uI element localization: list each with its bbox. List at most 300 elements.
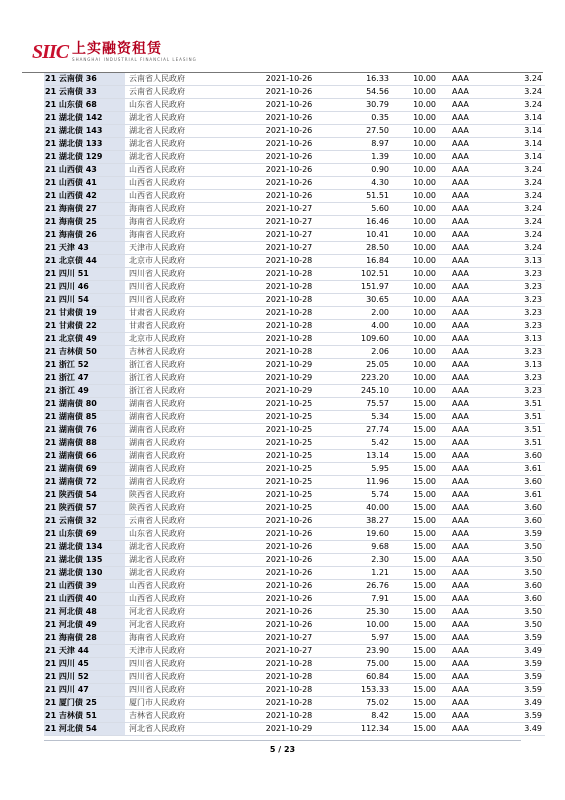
amount-cell: 75.00: [339, 658, 389, 671]
issue-date-cell: 2021-10-26: [239, 112, 339, 125]
table-row: [44, 424, 545, 437]
rate-cell: 3.23: [502, 385, 545, 398]
table-row: [44, 346, 545, 359]
amount-cell: 60.84: [339, 671, 389, 684]
amount-cell: 40.00: [339, 502, 389, 515]
table-row: [44, 463, 545, 476]
bond-name-cell: 21 浙江 47: [44, 372, 125, 385]
term-cell: 10.00: [389, 268, 436, 281]
term-cell: 15.00: [389, 541, 436, 554]
issuer-cell: 湖南省人民政府: [125, 424, 239, 437]
rate-cell: 3.60: [502, 450, 545, 463]
issue-date-cell: 2021-10-25: [239, 463, 339, 476]
issue-date-cell: 2021-10-27: [239, 632, 339, 645]
issuer-cell: 吉林省人民政府: [125, 346, 239, 359]
term-cell: 10.00: [389, 333, 436, 346]
amount-cell: 7.91: [339, 593, 389, 606]
table-row: [44, 723, 545, 736]
amount-cell: 13.14: [339, 450, 389, 463]
company-logo: [32, 38, 197, 66]
table-row: [44, 697, 545, 710]
amount-cell: 26.76: [339, 580, 389, 593]
table-row: [44, 307, 545, 320]
table-row: [44, 229, 545, 242]
bond-issuance-table: [44, 73, 545, 736]
issue-date-cell: 2021-10-26: [239, 593, 339, 606]
table-row: [44, 567, 545, 580]
term-cell: 15.00: [389, 632, 436, 645]
page-number: 5 / 23: [269, 745, 296, 754]
rate-cell: 3.24: [502, 177, 545, 190]
rating-cell: AAA: [436, 502, 502, 515]
issuer-cell: 湖北省人民政府: [125, 554, 239, 567]
bond-name-cell: 21 湖北债 129: [44, 151, 125, 164]
table-row: [44, 203, 545, 216]
rate-cell: 3.50: [502, 541, 545, 554]
amount-cell: 28.50: [339, 242, 389, 255]
table-row: [44, 268, 545, 281]
table-row: [44, 242, 545, 255]
issuer-cell: 山西省人民政府: [125, 593, 239, 606]
amount-cell: 8.42: [339, 710, 389, 723]
bond-name-cell: 21 河北债 54: [44, 723, 125, 736]
issue-date-cell: 2021-10-29: [239, 385, 339, 398]
issuer-cell: 湖北省人民政府: [125, 151, 239, 164]
table-row: [44, 671, 545, 684]
table-row: [44, 541, 545, 554]
issuer-cell: 湖南省人民政府: [125, 437, 239, 450]
bond-name-cell: 21 浙江 49: [44, 385, 125, 398]
amount-cell: 16.84: [339, 255, 389, 268]
issue-date-cell: 2021-10-26: [239, 73, 339, 86]
company-name-cn: 上实融资租赁: [72, 40, 163, 57]
issuer-cell: 四川省人民政府: [125, 294, 239, 307]
table-row: [44, 177, 545, 190]
table-row: [44, 593, 545, 606]
issuer-cell: 湖南省人民政府: [125, 398, 239, 411]
bond-name-cell: 21 海南债 28: [44, 632, 125, 645]
term-cell: 10.00: [389, 385, 436, 398]
issuer-cell: 河北省人民政府: [125, 606, 239, 619]
amount-cell: 10.41: [339, 229, 389, 242]
table-row: [44, 411, 545, 424]
rate-cell: 3.24: [502, 203, 545, 216]
amount-cell: 5.60: [339, 203, 389, 216]
issue-date-cell: 2021-10-28: [239, 333, 339, 346]
bond-name-cell: 21 云南债 36: [44, 73, 125, 86]
issuer-cell: 山西省人民政府: [125, 164, 239, 177]
rate-cell: 3.50: [502, 567, 545, 580]
rating-cell: AAA: [436, 216, 502, 229]
bond-name-cell: 21 云南债 33: [44, 86, 125, 99]
table-row: [44, 684, 545, 697]
bond-name-cell: 21 四川 51: [44, 268, 125, 281]
issuer-cell: 湖北省人民政府: [125, 567, 239, 580]
issuer-cell: 海南省人民政府: [125, 632, 239, 645]
term-cell: 15.00: [389, 437, 436, 450]
rate-cell: 3.59: [502, 658, 545, 671]
amount-cell: 16.46: [339, 216, 389, 229]
table-row: [44, 138, 545, 151]
bond-name-cell: 21 陕西债 57: [44, 502, 125, 515]
issue-date-cell: 2021-10-26: [239, 151, 339, 164]
issue-date-cell: 2021-10-28: [239, 658, 339, 671]
issue-date-cell: 2021-10-29: [239, 372, 339, 385]
issue-date-cell: 2021-10-29: [239, 723, 339, 736]
issuer-cell: 湖北省人民政府: [125, 112, 239, 125]
rating-cell: AAA: [436, 99, 502, 112]
term-cell: 10.00: [389, 229, 436, 242]
issuer-cell: 四川省人民政府: [125, 268, 239, 281]
rate-cell: 3.49: [502, 645, 545, 658]
rate-cell: 3.59: [502, 528, 545, 541]
rating-cell: AAA: [436, 697, 502, 710]
issuer-cell: 山西省人民政府: [125, 190, 239, 203]
term-cell: 10.00: [389, 294, 436, 307]
bond-name-cell: 21 山东债 68: [44, 99, 125, 112]
term-cell: 10.00: [389, 372, 436, 385]
term-cell: 15.00: [389, 489, 436, 502]
rate-cell: 3.14: [502, 138, 545, 151]
issuer-cell: 四川省人民政府: [125, 684, 239, 697]
table-row: [44, 73, 545, 86]
issuer-cell: 湖北省人民政府: [125, 125, 239, 138]
amount-cell: 153.33: [339, 684, 389, 697]
term-cell: 10.00: [389, 255, 436, 268]
rating-cell: AAA: [436, 593, 502, 606]
rate-cell: 3.59: [502, 684, 545, 697]
term-cell: 10.00: [389, 203, 436, 216]
issue-date-cell: 2021-10-28: [239, 268, 339, 281]
rating-cell: AAA: [436, 203, 502, 216]
amount-cell: 2.30: [339, 554, 389, 567]
rate-cell: 3.14: [502, 151, 545, 164]
issuer-cell: 湖北省人民政府: [125, 138, 239, 151]
term-cell: 10.00: [389, 281, 436, 294]
issue-date-cell: 2021-10-26: [239, 567, 339, 580]
rating-cell: AAA: [436, 541, 502, 554]
term-cell: 15.00: [389, 593, 436, 606]
amount-cell: 23.90: [339, 645, 389, 658]
rating-cell: AAA: [436, 164, 502, 177]
rate-cell: 3.60: [502, 502, 545, 515]
rate-cell: 3.24: [502, 229, 545, 242]
amount-cell: 11.96: [339, 476, 389, 489]
term-cell: 15.00: [389, 606, 436, 619]
issue-date-cell: 2021-10-27: [239, 645, 339, 658]
table-row: [44, 294, 545, 307]
issue-date-cell: 2021-10-26: [239, 99, 339, 112]
term-cell: 10.00: [389, 242, 436, 255]
issuer-cell: 陕西省人民政府: [125, 502, 239, 515]
amount-cell: 38.27: [339, 515, 389, 528]
rating-cell: AAA: [436, 385, 502, 398]
term-cell: 15.00: [389, 580, 436, 593]
issuer-cell: 河北省人民政府: [125, 723, 239, 736]
term-cell: 10.00: [389, 99, 436, 112]
rate-cell: 3.49: [502, 723, 545, 736]
rate-cell: 3.23: [502, 268, 545, 281]
rating-cell: AAA: [436, 489, 502, 502]
rate-cell: 3.24: [502, 99, 545, 112]
bond-name-cell: 21 河北债 48: [44, 606, 125, 619]
term-cell: 10.00: [389, 125, 436, 138]
issuer-cell: 海南省人民政府: [125, 216, 239, 229]
issue-date-cell: 2021-10-28: [239, 697, 339, 710]
rate-cell: 3.61: [502, 463, 545, 476]
term-cell: 15.00: [389, 502, 436, 515]
bond-name-cell: 21 浙江 52: [44, 359, 125, 372]
table-row: [44, 359, 545, 372]
table-row: [44, 554, 545, 567]
rating-cell: AAA: [436, 73, 502, 86]
issue-date-cell: 2021-10-28: [239, 671, 339, 684]
issue-date-cell: 2021-10-28: [239, 710, 339, 723]
bond-name-cell: 21 天津 44: [44, 645, 125, 658]
term-cell: 10.00: [389, 346, 436, 359]
bond-name-cell: 21 四川 54: [44, 294, 125, 307]
rating-cell: AAA: [436, 320, 502, 333]
bond-name-cell: 21 湖南债 85: [44, 411, 125, 424]
rating-cell: AAA: [436, 619, 502, 632]
amount-cell: 4.00: [339, 320, 389, 333]
amount-cell: 5.95: [339, 463, 389, 476]
issuer-cell: 云南省人民政府: [125, 86, 239, 99]
term-cell: 10.00: [389, 164, 436, 177]
bond-name-cell: 21 湖北债 143: [44, 125, 125, 138]
amount-cell: 5.74: [339, 489, 389, 502]
issue-date-cell: 2021-10-27: [239, 203, 339, 216]
rating-cell: AAA: [436, 723, 502, 736]
issue-date-cell: 2021-10-26: [239, 606, 339, 619]
table-row: [44, 437, 545, 450]
term-cell: 10.00: [389, 216, 436, 229]
issue-date-cell: 2021-10-28: [239, 255, 339, 268]
siic-logo-mark: SIIC: [32, 40, 69, 63]
term-cell: 10.00: [389, 73, 436, 86]
issue-date-cell: 2021-10-26: [239, 619, 339, 632]
amount-cell: 27.50: [339, 125, 389, 138]
term-cell: 10.00: [389, 307, 436, 320]
rating-cell: AAA: [436, 554, 502, 567]
rating-cell: AAA: [436, 242, 502, 255]
rate-cell: 3.51: [502, 424, 545, 437]
bond-name-cell: 21 山西债 42: [44, 190, 125, 203]
rating-cell: AAA: [436, 463, 502, 476]
rating-cell: AAA: [436, 86, 502, 99]
rating-cell: AAA: [436, 515, 502, 528]
issue-date-cell: 2021-10-27: [239, 216, 339, 229]
amount-cell: 109.60: [339, 333, 389, 346]
bond-name-cell: 21 山东债 69: [44, 528, 125, 541]
table-row: [44, 606, 545, 619]
rate-cell: 3.60: [502, 476, 545, 489]
table-row: [44, 333, 545, 346]
rating-cell: AAA: [436, 112, 502, 125]
issuer-cell: 陕西省人民政府: [125, 489, 239, 502]
bond-name-cell: 21 海南债 25: [44, 216, 125, 229]
issue-date-cell: 2021-10-26: [239, 190, 339, 203]
amount-cell: 75.57: [339, 398, 389, 411]
amount-cell: 1.21: [339, 567, 389, 580]
term-cell: 15.00: [389, 645, 436, 658]
rate-cell: 3.23: [502, 281, 545, 294]
term-cell: 10.00: [389, 320, 436, 333]
rating-cell: AAA: [436, 411, 502, 424]
amount-cell: 2.06: [339, 346, 389, 359]
issue-date-cell: 2021-10-28: [239, 281, 339, 294]
rate-cell: 3.59: [502, 710, 545, 723]
issue-date-cell: 2021-10-27: [239, 242, 339, 255]
table-row: [44, 372, 545, 385]
term-cell: 10.00: [389, 190, 436, 203]
amount-cell: 245.10: [339, 385, 389, 398]
bond-name-cell: 21 四川 46: [44, 281, 125, 294]
rate-cell: 3.24: [502, 164, 545, 177]
table-row: [44, 164, 545, 177]
term-cell: 15.00: [389, 567, 436, 580]
issue-date-cell: 2021-10-26: [239, 164, 339, 177]
issuer-cell: 山东省人民政府: [125, 528, 239, 541]
rate-cell: 3.14: [502, 125, 545, 138]
rating-cell: AAA: [436, 151, 502, 164]
rate-cell: 3.60: [502, 593, 545, 606]
table-row: [44, 515, 545, 528]
rate-cell: 3.13: [502, 333, 545, 346]
issuer-cell: 河北省人民政府: [125, 619, 239, 632]
issuer-cell: 山西省人民政府: [125, 580, 239, 593]
table-row: [44, 710, 545, 723]
table-row: [44, 151, 545, 164]
amount-cell: 223.20: [339, 372, 389, 385]
rating-cell: AAA: [436, 671, 502, 684]
amount-cell: 102.51: [339, 268, 389, 281]
amount-cell: 25.05: [339, 359, 389, 372]
bond-name-cell: 21 四川 45: [44, 658, 125, 671]
amount-cell: 2.00: [339, 307, 389, 320]
issuer-cell: 湖南省人民政府: [125, 450, 239, 463]
issuer-cell: 甘肃省人民政府: [125, 307, 239, 320]
amount-cell: 30.79: [339, 99, 389, 112]
term-cell: 15.00: [389, 411, 436, 424]
issue-date-cell: 2021-10-28: [239, 307, 339, 320]
amount-cell: 75.02: [339, 697, 389, 710]
bond-name-cell: 21 山西债 43: [44, 164, 125, 177]
rate-cell: 3.23: [502, 372, 545, 385]
term-cell: 15.00: [389, 463, 436, 476]
issuer-cell: 甘肃省人民政府: [125, 320, 239, 333]
rating-cell: AAA: [436, 450, 502, 463]
issuer-cell: 浙江省人民政府: [125, 372, 239, 385]
bond-name-cell: 21 湖北债 134: [44, 541, 125, 554]
table-row: [44, 86, 545, 99]
rate-cell: 3.24: [502, 190, 545, 203]
rate-cell: 3.59: [502, 671, 545, 684]
rate-cell: 3.23: [502, 307, 545, 320]
bond-name-cell: 21 甘肃债 19: [44, 307, 125, 320]
logo-text: [72, 42, 197, 63]
term-cell: 15.00: [389, 619, 436, 632]
table-row: [44, 125, 545, 138]
amount-cell: 5.97: [339, 632, 389, 645]
amount-cell: 25.30: [339, 606, 389, 619]
bond-name-cell: 21 湖北债 142: [44, 112, 125, 125]
bond-name-cell: 21 湖北债 130: [44, 567, 125, 580]
rating-cell: AAA: [436, 632, 502, 645]
issuer-cell: 浙江省人民政府: [125, 359, 239, 372]
table-row: [44, 658, 545, 671]
bond-name-cell: 21 湖南债 80: [44, 398, 125, 411]
issuer-cell: 厦门市人民政府: [125, 697, 239, 710]
issue-date-cell: 2021-10-25: [239, 398, 339, 411]
amount-cell: 51.51: [339, 190, 389, 203]
term-cell: 10.00: [389, 359, 436, 372]
bond-name-cell: 21 陕西债 54: [44, 489, 125, 502]
rate-cell: 3.50: [502, 606, 545, 619]
term-cell: 15.00: [389, 528, 436, 541]
issue-date-cell: 2021-10-25: [239, 437, 339, 450]
bond-name-cell: 21 海南债 27: [44, 203, 125, 216]
table-row: [44, 99, 545, 112]
rate-cell: 3.24: [502, 242, 545, 255]
rate-cell: 3.61: [502, 489, 545, 502]
rating-cell: AAA: [436, 658, 502, 671]
rating-cell: AAA: [436, 645, 502, 658]
bond-name-cell: 21 天津 43: [44, 242, 125, 255]
rate-cell: 3.51: [502, 437, 545, 450]
rating-cell: AAA: [436, 138, 502, 151]
amount-cell: 5.42: [339, 437, 389, 450]
bond-name-cell: 21 厦门债 25: [44, 697, 125, 710]
rating-cell: AAA: [436, 372, 502, 385]
issue-date-cell: 2021-10-28: [239, 294, 339, 307]
table-row: [44, 528, 545, 541]
term-cell: 15.00: [389, 710, 436, 723]
rating-cell: AAA: [436, 606, 502, 619]
term-cell: 15.00: [389, 671, 436, 684]
table-row: [44, 580, 545, 593]
table-body: [44, 73, 545, 736]
table-row: [44, 502, 545, 515]
issue-date-cell: 2021-10-26: [239, 541, 339, 554]
rate-cell: 3.23: [502, 320, 545, 333]
bond-name-cell: 21 湖南债 69: [44, 463, 125, 476]
table-row: [44, 632, 545, 645]
table-row: [44, 112, 545, 125]
issue-date-cell: 2021-10-25: [239, 476, 339, 489]
rate-cell: 3.14: [502, 112, 545, 125]
rate-cell: 3.13: [502, 255, 545, 268]
rate-cell: 3.51: [502, 411, 545, 424]
table-row: [44, 190, 545, 203]
rating-cell: AAA: [436, 333, 502, 346]
amount-cell: 151.97: [339, 281, 389, 294]
issuer-cell: 天津市人民政府: [125, 645, 239, 658]
amount-cell: 0.90: [339, 164, 389, 177]
bond-name-cell: 21 四川 52: [44, 671, 125, 684]
rate-cell: 3.50: [502, 554, 545, 567]
rating-cell: AAA: [436, 281, 502, 294]
table-row: [44, 385, 545, 398]
rating-cell: AAA: [436, 190, 502, 203]
bond-name-cell: 21 山西债 41: [44, 177, 125, 190]
rating-cell: AAA: [436, 437, 502, 450]
table-row: [44, 619, 545, 632]
footer-divider: [44, 740, 521, 741]
issue-date-cell: 2021-10-27: [239, 229, 339, 242]
table-row: [44, 476, 545, 489]
issuer-cell: 四川省人民政府: [125, 658, 239, 671]
